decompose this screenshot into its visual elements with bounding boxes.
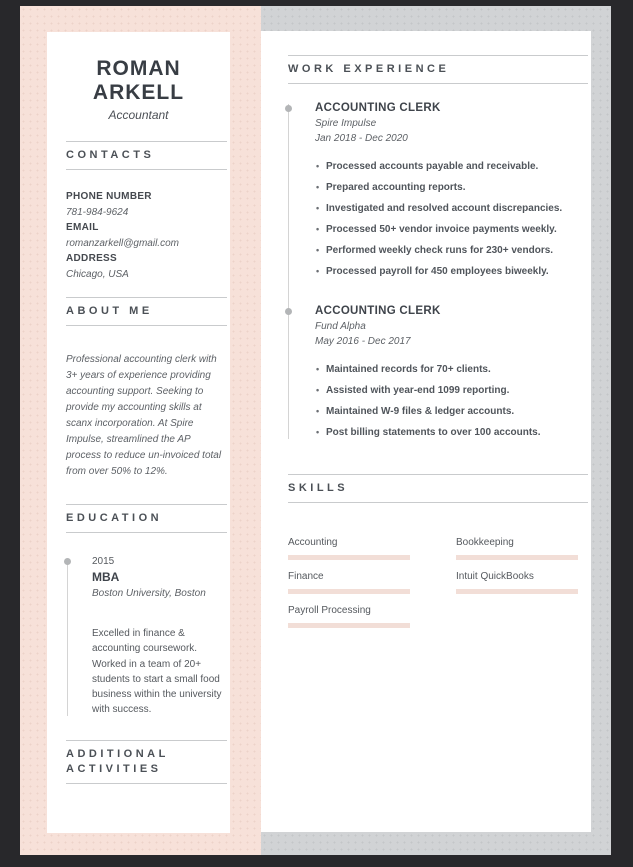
education-school: Boston University, Boston: [92, 588, 206, 599]
skill-item: [288, 604, 410, 628]
skill-label: Bookkeeping: [456, 537, 514, 548]
timeline-dot-icon: [64, 558, 71, 565]
person-name: [47, 57, 230, 105]
skill-item: [456, 570, 578, 594]
skill-item: [456, 536, 578, 560]
job-dates: May 2016 - Dec 2017: [315, 336, 411, 347]
work-experience-heading: WORK EXPERIENCE: [288, 63, 450, 75]
contact-label-email: EMAIL: [66, 222, 99, 233]
section-heading-education: [66, 504, 227, 533]
skill-bar: [456, 589, 578, 594]
skill-bar: [288, 555, 410, 560]
job-bullet-list: [315, 359, 588, 443]
education-degree: MBA: [92, 570, 120, 584]
job-bullet: • Maintained records for 70+ clients.: [315, 359, 588, 380]
job-company: Fund Alpha: [315, 321, 366, 332]
contacts-list: [66, 189, 227, 282]
skill-bar: [456, 555, 578, 560]
job-bullet: • Maintained W-9 files & ledger accounts.: [315, 401, 588, 422]
person-name-line1: ROMAN: [96, 57, 181, 80]
education-heading: EDUCATION: [66, 512, 163, 524]
timeline-dot-icon: [285, 308, 292, 315]
job-bullet: • Prepared accounting reports.: [315, 177, 588, 198]
timeline-dot-icon: [285, 105, 292, 112]
skill-label: Payroll Processing: [288, 605, 371, 616]
contact-label-phone: PHONE NUMBER: [66, 191, 152, 202]
skill-item: [288, 536, 410, 560]
job-bullet-list: [315, 156, 588, 282]
education-year: 2015: [92, 556, 115, 567]
contact-value-phone: 781-984-9624: [66, 206, 129, 218]
skill-bar: [288, 623, 410, 628]
skill-label: Finance: [288, 571, 324, 582]
job-bullet: • Processed payroll for 450 employees biweekly.: [315, 261, 588, 282]
job-title: ACCOUNTING CLERK: [315, 102, 441, 114]
work-experience-list: [288, 101, 588, 443]
timeline-line: [67, 560, 68, 716]
job-bullet: • Investigated and resolved account discrepancies.: [315, 198, 588, 219]
skill-label: Intuit QuickBooks: [456, 571, 534, 582]
skill-label: Accounting: [288, 537, 338, 548]
job-title: ACCOUNTING CLERK: [315, 305, 441, 317]
job-company: Spire Impulse: [315, 118, 377, 129]
person-job-title: Accountant: [108, 108, 169, 122]
job-bullet: • Post billing statements to over 100 accounts.: [315, 422, 588, 443]
person-name-line2: ARKELL: [92, 81, 185, 104]
job-entry: [288, 304, 588, 443]
contact-label-address: ADDRESS: [66, 253, 117, 264]
about-me-heading: ABOUT ME: [66, 305, 153, 317]
job-entry: [288, 101, 588, 282]
left-column-card: [47, 32, 230, 833]
about-me-text: Professional accounting clerk with 3+ years of experience providing accounting support. Seeking to provide my accounting skills at scanx incorporation. At Spire Impulse, streamlined the AP process to reduce un-invoiced total from over 50% to 12%.: [66, 354, 222, 477]
education-description: Excelled in finance & accounting coursework. Worked in a team of 20+ students to start a small food business within the university with success.: [92, 628, 222, 716]
contact-value-email: romanzarkell@gmail.com: [66, 237, 179, 249]
job-bullet: • Assisted with year-end 1099 reporting.: [315, 380, 588, 401]
contact-value-address: Chicago, USA: [66, 268, 129, 280]
section-heading-about-me: [66, 297, 227, 326]
skill-bar: [288, 589, 410, 594]
section-heading-skills: [288, 474, 588, 503]
section-heading-work-experience: [288, 55, 588, 84]
section-heading-additional-activities: [66, 740, 227, 784]
education-item: [66, 554, 227, 718]
job-bullet: • Processed accounts payable and receivable.: [315, 156, 588, 177]
contacts-heading: CONTACTS: [66, 149, 155, 161]
job-bullet: • Performed weekly check runs for 230+ vendors.: [315, 240, 588, 261]
job-dates: Jan 2018 - Dec 2020: [315, 133, 408, 144]
skill-item: [288, 570, 410, 594]
skills-grid: [288, 536, 588, 628]
right-column-card: [261, 31, 591, 832]
additional-activities-heading: ADDITIONAL ACTIVITIES: [66, 747, 169, 775]
skills-heading: SKILLS: [288, 482, 349, 494]
job-bullet: • Processed 50+ vendor invoice payments weekly.: [315, 219, 588, 240]
section-heading-contacts: [66, 141, 227, 170]
